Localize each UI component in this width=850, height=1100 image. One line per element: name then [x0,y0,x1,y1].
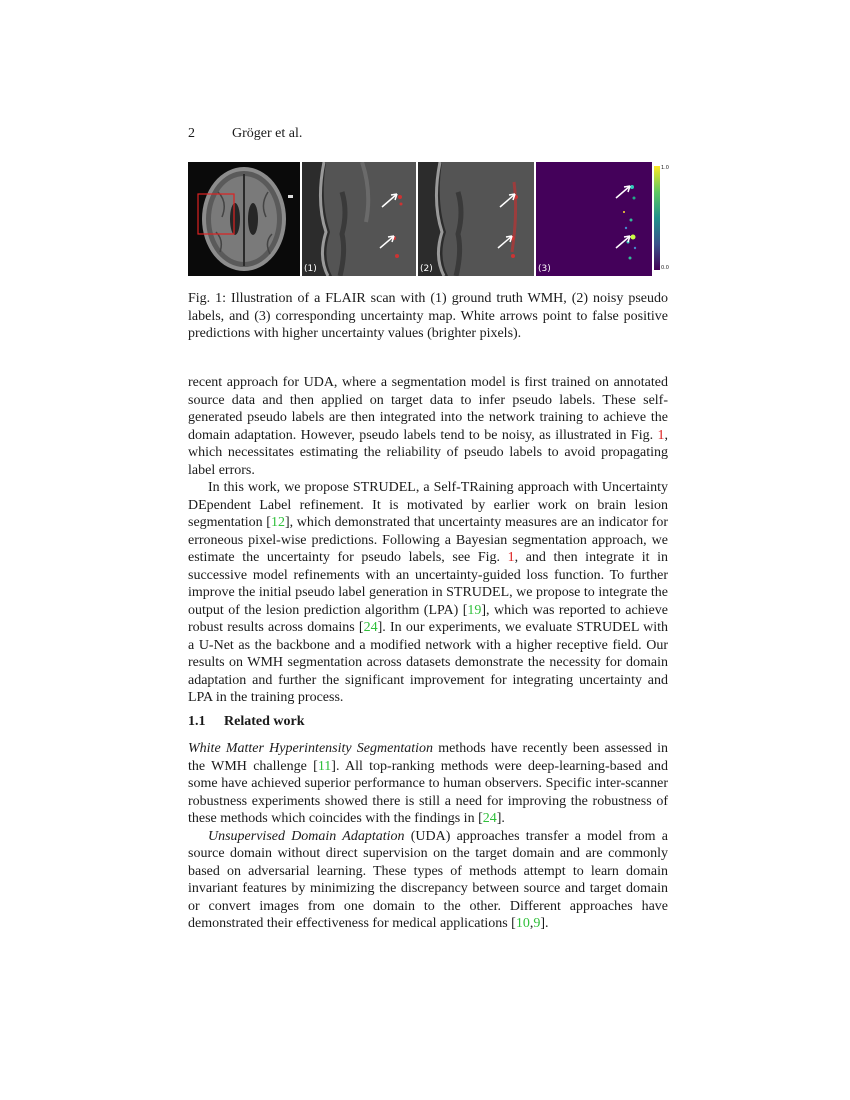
fig-ref-link[interactable]: 1 [507,550,515,565]
figure-caption [188,290,668,343]
main-text [188,374,668,707]
para3-italic: White Matter Hyperintensity Segmentation [188,741,434,756]
citation-link[interactable]: 11 [317,758,332,774]
uncertainty-map-image [536,162,652,276]
para1-text-1: recent approach for UDA, where a segmentation model is first trained on annotated source data and then applied on target data to infer pseudo labels. These self-generated pseudo labels are then integrated into the network training to achieve the domain adaptation. However, pseudo labels tend to be noisy, as illustrated in Fig. [188,375,668,443]
fig-ref-link[interactable]: 1 [657,427,665,443]
citation-link[interactable]: 9 [533,916,541,931]
para3-text-3: ]. [496,811,505,826]
para4-text-2: , [529,916,534,931]
para2-text-1: In this work, we propose STRUDEL, a Self-TRaining approach with Uncertainty DEpendent Label refinement. It is motivated by earlier work on brain lesion segmentation [ [188,480,668,530]
section-title: Related work [224,714,305,729]
colorbar-max-label: 1.0 [661,165,669,171]
section-heading [188,714,305,730]
panel-label-1: (1) [304,264,317,274]
running-header [188,126,302,142]
para4-italic: Unsupervised Domain Adaptation [208,828,405,844]
citation-link[interactable]: 12 [270,515,285,530]
citation-link[interactable]: 24 [363,620,378,635]
zoom-ground-truth-image [302,162,416,276]
citation-link[interactable]: 19 [467,602,482,618]
para1-text-2: , which necessitates estimating the reliability of pseudo labels to avoid propagating label errors. [188,427,668,478]
citation-link[interactable]: 24 [482,811,497,826]
para3-text-1: methods have recently been assessed in the WMH challenge [ [188,741,668,774]
paragraph-2 [188,479,668,707]
para2-text-5: ]. In our experiments, we evaluate STRUDEL with a U-Net as the backbone and a modified network with a higher receptive field. Our results on WMH segmentation across datasets demonstrate the necessity for domain adaptation and further the significant improvement for integrating uncertainty and LPA in the training process. [188,620,668,705]
para2-text-4: ], which was reported to achieve robust results across domains [ [188,602,668,635]
related-work-text [188,740,668,933]
colorbar [654,166,660,270]
section-number: 1.1 [188,714,206,729]
citation-link[interactable]: 10 [515,916,530,931]
paragraph-3 [188,740,668,828]
panel-label-2: (2) [420,264,433,274]
running-authors: Gröger et al. [232,126,303,141]
caption-label: Fig. 1: [188,291,227,306]
figure-1 [188,162,668,276]
paragraph-1 [188,374,668,479]
page-number: 2 [188,126,195,141]
para2-text-3: , and then integrate it in successive model refinements with an uncertainty-guided loss function. To further improve the initial pseudo label generation in STRUDEL, we propose to integrate the output of the lesion prediction algorithm (LPA) [ [188,550,668,618]
colorbar-min-label: 0.0 [661,265,669,271]
para3-text-2: ]. All top-ranking methods were deep-learning-based and some have achieved superior performance to human observers. Specific inter-scanner robustness experiments showed there is still a need for improving the robustness of these methods which coincides with the findings in [ [188,758,669,826]
brain-overview-image [188,162,300,276]
para2-text-2: ], which demonstrated that uncertainty measures are an indicator for erroneous pixel-wise predictions. Following a Bayesian segmentation approach, we estimate the uncertainty for pseudo labels, see Fig. [188,515,669,565]
caption-text: Illustration of a FLAIR scan with (1) ground truth WMH, (2) noisy pseudo labels, and (3) corresponding uncertainty map. White arrows point to false positive predictions with higher uncertainty values (brighter pixels). [188,291,669,341]
para4-text-3: ]. [540,916,549,931]
zoom-pseudo-labels-image [418,162,534,276]
panel-label-3: (3) [538,264,551,274]
para4-text-1: (UDA) approaches transfer a model from a source domain without direct supervision on the target domain and are commonly based on adversarial learning. These types of methods attempt to learn domain invariant features by minimizing the discrepancy between source and target domain or convert images from one domain to the other. Different approaches have demonstrated their effectiveness for medical applications [ [188,828,668,931]
paragraph-4 [188,828,668,933]
